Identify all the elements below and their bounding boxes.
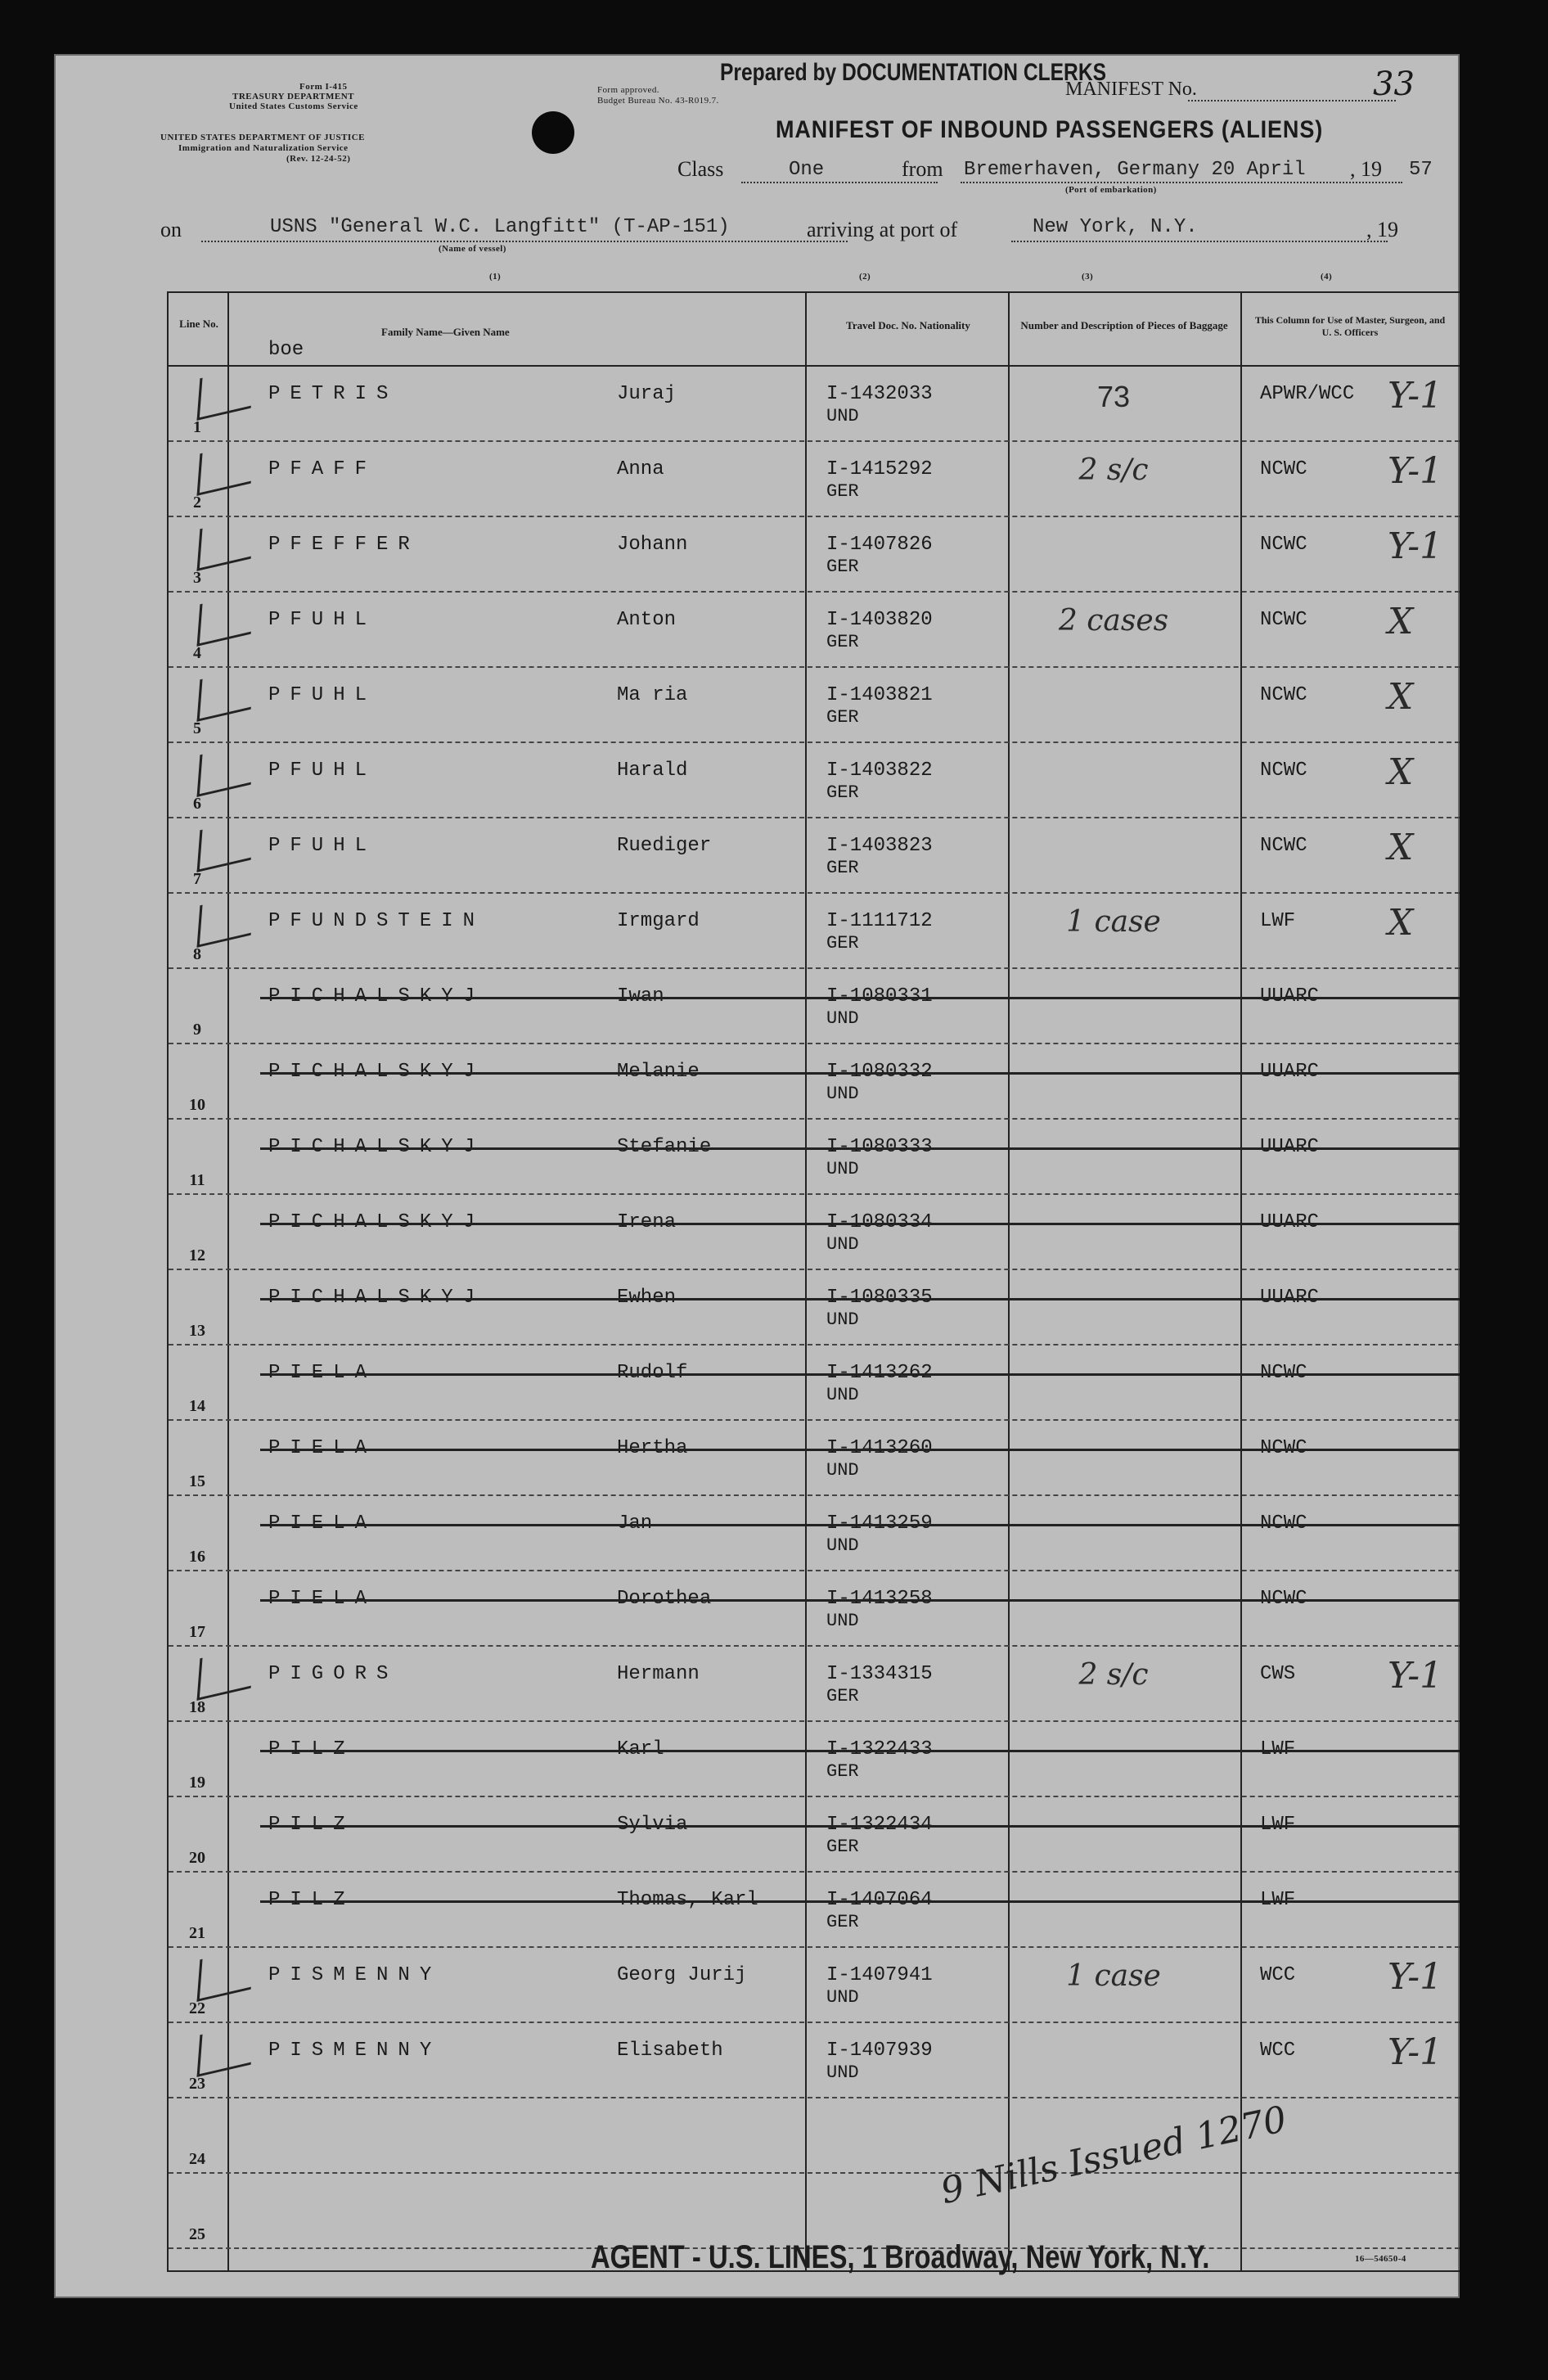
header-officers: This Column for Use of Master, Surgeon, and U. S. Officers — [1254, 314, 1446, 338]
table-row — [169, 1044, 1460, 1120]
line-number: 19 — [189, 1774, 205, 1792]
family-name: PICHALSKYJ — [268, 1211, 485, 1233]
table-row — [169, 442, 1460, 517]
nationality: UND — [826, 1611, 859, 1631]
travel-doc-number: I-1322433 — [826, 1738, 933, 1760]
given-name: Harald — [617, 760, 688, 782]
family-name: PISMENNY — [268, 2040, 442, 2062]
strike-through-line — [260, 1223, 1460, 1225]
table-row — [169, 743, 1460, 818]
sponsoring-agency: NCWC — [1260, 458, 1307, 480]
table-row — [169, 1421, 1460, 1496]
on-label: on — [160, 218, 182, 241]
manifest-number: 33 — [1373, 65, 1415, 103]
family-name: PFUNDSTEIN — [268, 910, 485, 932]
family-name: PICHALSKYJ — [268, 985, 485, 1007]
check-mark-icon — [197, 516, 254, 571]
from-line — [961, 182, 1402, 183]
line-number: 2 — [193, 494, 201, 512]
given-name: Anton — [617, 609, 677, 631]
arrival-port: New York, N.Y. — [1033, 216, 1198, 238]
col-num-3: (3) — [1082, 272, 1094, 282]
header-handwriting: boe — [268, 339, 304, 361]
strike-through-line — [260, 1900, 1460, 1903]
family-name: PFUHL — [268, 835, 377, 857]
line-number: 12 — [189, 1246, 205, 1264]
travel-doc-number: I-1432033 — [826, 383, 933, 405]
nationality: GER — [826, 707, 859, 728]
nationality: GER — [826, 632, 859, 652]
nationality: GER — [826, 1837, 859, 1857]
line-number: 25 — [189, 2225, 205, 2243]
table-row — [169, 1797, 1460, 1873]
line-number: 9 — [193, 1021, 201, 1039]
budget-bureau: Budget Bureau No. 43-R019.7. — [597, 96, 719, 106]
given-name: Hertha — [617, 1437, 688, 1459]
nationality: UND — [826, 1159, 859, 1179]
sponsoring-agency: UUARC — [1260, 1211, 1320, 1233]
line-number: 13 — [189, 1322, 205, 1340]
sponsoring-agency: WCC — [1260, 1964, 1296, 1986]
given-name: Stefanie — [617, 1136, 712, 1158]
table-row — [169, 2174, 1460, 2249]
manifest-no-label: MANIFEST No. — [1065, 79, 1197, 100]
travel-doc-number: I-1403822 — [826, 760, 933, 782]
header-baggage: Number and Description of Pieces of Baggage — [1020, 319, 1228, 331]
sponsoring-agency: UUARC — [1260, 1136, 1320, 1158]
travel-doc-number: I-1403821 — [826, 684, 933, 706]
line-number: 22 — [189, 1999, 205, 2017]
travel-doc-number: I-1407939 — [826, 2040, 933, 2062]
check-mark-icon — [197, 742, 254, 797]
travel-doc-number: I-1080332 — [826, 1061, 933, 1083]
from-label: from — [902, 157, 943, 181]
line-number: 4 — [193, 644, 201, 662]
check-mark-icon — [197, 592, 254, 647]
table-row — [169, 894, 1460, 969]
given-name: Ma ria — [617, 684, 688, 706]
nationality: GER — [826, 933, 859, 953]
line-number: 5 — [193, 719, 201, 737]
baggage-description: 2 s/c — [1078, 453, 1149, 487]
line-number: 24 — [189, 2150, 205, 2168]
family-name: PICHALSKYJ — [268, 1061, 485, 1083]
table-row — [169, 1195, 1460, 1270]
line-number: 1 — [193, 418, 201, 436]
nationality: UND — [826, 1987, 859, 2008]
family-name: PIELA — [268, 1512, 377, 1535]
strike-through-line — [260, 1825, 1460, 1828]
family-name: PILZ — [268, 1889, 355, 1911]
sponsoring-agency: NCWC — [1260, 1512, 1307, 1535]
given-name: Irmgard — [617, 910, 700, 932]
table-row — [169, 1496, 1460, 1571]
officer-mark: Y-1 — [1388, 1655, 1443, 1697]
sponsoring-agency: LWF — [1260, 1738, 1296, 1760]
given-name: Sylvia — [617, 1814, 688, 1836]
baggage-description: 2 s/c — [1078, 1658, 1149, 1692]
col-num-1: (1) — [489, 272, 502, 282]
check-mark-icon — [197, 818, 254, 872]
given-name: Rudolf — [617, 1362, 688, 1384]
sponsoring-agency: NCWC — [1260, 1437, 1307, 1459]
sponsoring-agency: NCWC — [1260, 835, 1307, 857]
nationality: GER — [826, 557, 859, 577]
col-num-4: (4) — [1321, 272, 1333, 282]
vessel-name: USNS "General W.C. Langfitt" (T-AP-151) — [270, 216, 730, 238]
officer-mark: Y-1 — [1388, 1956, 1443, 1998]
baggage-description: 73 — [1096, 380, 1131, 413]
table-row — [169, 1270, 1460, 1346]
sponsoring-agency: NCWC — [1260, 609, 1307, 631]
table-row — [169, 818, 1460, 894]
travel-doc-number: I-1415292 — [826, 458, 933, 480]
family-name: PFAFF — [268, 458, 377, 480]
check-mark-icon — [197, 1947, 254, 2002]
nationality: UND — [826, 1309, 859, 1330]
from-value: Bremerhaven, Germany 20 April — [964, 159, 1306, 181]
strike-through-line — [260, 1147, 1460, 1150]
manifest-document — [54, 54, 1460, 2298]
given-name: Elisabeth — [617, 2040, 723, 2062]
travel-doc-number: I-1080335 — [826, 1287, 933, 1309]
customs-service: United States Customs Service — [229, 101, 358, 111]
line-number: 3 — [193, 569, 201, 587]
check-mark-icon — [197, 366, 254, 421]
nationality: GER — [826, 782, 859, 803]
sponsoring-agency: LWF — [1260, 910, 1296, 932]
strike-through-line — [260, 1524, 1460, 1526]
family-name: PISMENNY — [268, 1964, 442, 1986]
ins-service: Immigration and Naturalization Service — [178, 143, 349, 153]
nationality: GER — [826, 481, 859, 502]
col-num-2: (2) — [859, 272, 871, 282]
punch-hole — [532, 111, 574, 154]
sponsoring-agency: NCWC — [1260, 1588, 1307, 1610]
check-mark-icon — [197, 1646, 254, 1701]
table-row — [169, 969, 1460, 1044]
strike-through-line — [260, 1072, 1460, 1075]
baggage-description: 2 cases — [1058, 604, 1169, 638]
arriving-label: arriving at port of — [807, 218, 958, 241]
sponsoring-agency: NCWC — [1260, 1362, 1307, 1384]
line-number: 6 — [193, 795, 201, 813]
sponsoring-agency: LWF — [1260, 1889, 1296, 1911]
sponsoring-agency: NCWC — [1260, 760, 1307, 782]
given-name: Iwan — [617, 985, 664, 1007]
nationality: UND — [826, 1535, 859, 1556]
form-approved: Form approved. — [597, 85, 659, 95]
nationality: UND — [826, 2062, 859, 2083]
justice-dept: UNITED STATES DEPARTMENT OF JUSTICE — [160, 133, 365, 142]
family-name: PIGORS — [268, 1663, 398, 1685]
manifest-no-line — [1188, 100, 1396, 101]
sponsoring-agency: APWR/WCC — [1260, 383, 1355, 405]
officer-mark: Y-1 — [1388, 2031, 1443, 2073]
year1-value: 57 — [1409, 159, 1433, 181]
line-number: 7 — [193, 870, 201, 888]
nationality: UND — [826, 406, 859, 426]
family-name: PFEFFER — [268, 534, 420, 556]
nationality: UND — [826, 1008, 859, 1029]
table-row — [169, 367, 1460, 442]
nationality: UND — [826, 1084, 859, 1104]
travel-doc-number: I-1334315 — [826, 1663, 933, 1685]
year2-prefix: , 19 — [1366, 218, 1398, 241]
sponsoring-agency: UUARC — [1260, 1287, 1320, 1309]
given-name: Irena — [617, 1211, 677, 1233]
nationality: GER — [826, 1761, 859, 1782]
given-name: Jan — [617, 1512, 653, 1535]
table-header — [169, 293, 1460, 367]
nationality: UND — [826, 1385, 859, 1405]
table-row — [169, 1647, 1460, 1722]
travel-doc-number: I-1080331 — [826, 985, 933, 1007]
table-row — [169, 593, 1460, 668]
sponsoring-agency: NCWC — [1260, 684, 1307, 706]
nationality: GER — [826, 858, 859, 878]
family-name: PIELA — [268, 1588, 377, 1610]
given-name: Juraj — [617, 383, 677, 405]
travel-doc-number: I-1407941 — [826, 1964, 933, 1986]
travel-doc-number: I-1111712 — [826, 910, 933, 932]
officer-mark: X — [1388, 827, 1414, 868]
clerk-signature: 9 Nills Issued 1270 — [937, 2098, 1290, 2213]
officer-mark: X — [1388, 902, 1414, 944]
table-row — [169, 517, 1460, 593]
travel-doc-number: I-1413259 — [826, 1512, 933, 1535]
officer-mark: X — [1388, 751, 1414, 793]
family-name: PFUHL — [268, 760, 377, 782]
family-name: PICHALSKYJ — [268, 1136, 485, 1158]
table-row — [169, 1873, 1460, 1948]
given-name: Karl — [617, 1738, 664, 1760]
travel-doc-number: I-1403823 — [826, 835, 933, 857]
given-name: Thomas, Karl — [617, 1889, 758, 1911]
given-name: Georg Jurij — [617, 1964, 747, 1986]
line-number: 23 — [189, 2075, 205, 2093]
header-line-no: Line No. — [179, 318, 218, 330]
nationality: UND — [826, 1460, 859, 1481]
sponsoring-agency: UUARC — [1260, 1061, 1320, 1083]
sponsoring-agency: UUARC — [1260, 985, 1320, 1007]
sponsoring-agency: WCC — [1260, 2040, 1296, 2062]
line-number: 11 — [189, 1171, 205, 1189]
family-name: PIELA — [268, 1437, 377, 1459]
officer-mark: X — [1388, 676, 1414, 718]
given-name: Ruediger — [617, 835, 712, 857]
strike-through-line — [260, 1599, 1460, 1602]
family-name: PILZ — [268, 1738, 355, 1760]
table-row — [169, 1571, 1460, 1647]
line-number: 21 — [189, 1924, 205, 1942]
travel-doc-number: I-1080333 — [826, 1136, 933, 1158]
table-row — [169, 1346, 1460, 1421]
header-travel-doc: Travel Doc. No. Nationality — [846, 319, 970, 331]
officer-mark: Y-1 — [1388, 375, 1443, 417]
arrival-line — [1011, 241, 1388, 242]
family-name: PFUHL — [268, 684, 377, 706]
family-name: PETRIS — [268, 383, 398, 405]
nationality: GER — [826, 1686, 859, 1706]
strike-through-line — [260, 1373, 1460, 1376]
line-number: 16 — [189, 1548, 205, 1566]
family-name: PILZ — [268, 1814, 355, 1836]
table-row — [169, 2023, 1460, 2098]
sponsoring-agency: LWF — [1260, 1814, 1296, 1836]
line-number: 15 — [189, 1472, 205, 1490]
line-number: 14 — [189, 1397, 205, 1415]
baggage-description: 1 case — [1066, 1959, 1161, 1993]
officer-mark: X — [1388, 601, 1414, 642]
header-name: Family Name—Given Name — [381, 326, 510, 338]
sponsoring-agency: CWS — [1260, 1663, 1296, 1685]
given-name: Johann — [617, 534, 688, 556]
travel-doc-number: I-1403820 — [826, 609, 933, 631]
nationality: UND — [826, 1234, 859, 1255]
given-name: Melanie — [617, 1061, 700, 1083]
sponsoring-agency: NCWC — [1260, 534, 1307, 556]
officer-mark: Y-1 — [1388, 450, 1443, 492]
port-embark-caption: (Port of embarkation) — [1065, 185, 1157, 195]
travel-doc-number: I-1080334 — [826, 1211, 933, 1233]
baggage-description: 1 case — [1066, 905, 1161, 939]
travel-doc-number: I-1413258 — [826, 1588, 933, 1610]
line-number: 17 — [189, 1623, 205, 1641]
travel-doc-number: I-1407826 — [826, 534, 933, 556]
strike-through-line — [260, 1750, 1460, 1752]
line-number: 20 — [189, 1849, 205, 1867]
strike-through-line — [260, 997, 1460, 999]
prepared-stamp: Prepared by DOCUMENTATION CLERKS — [720, 59, 1107, 86]
check-mark-icon — [197, 667, 254, 722]
nationality: GER — [826, 1912, 859, 1932]
check-mark-icon — [197, 441, 254, 496]
table-row — [169, 1120, 1460, 1195]
family-name: PIELA — [268, 1362, 377, 1384]
officer-mark: Y-1 — [1388, 525, 1443, 567]
class-line — [741, 182, 938, 183]
travel-doc-number: I-1413260 — [826, 1437, 933, 1459]
travel-doc-number: I-1413262 — [826, 1362, 933, 1384]
footer-code: 16—54650-4 — [1355, 2254, 1406, 2264]
given-name: Dorothea — [617, 1588, 712, 1610]
strike-through-line — [260, 1449, 1460, 1451]
travel-doc-number: I-1322434 — [826, 1814, 933, 1836]
manifest-title: MANIFEST OF INBOUND PASSENGERS (ALIENS) — [776, 116, 1324, 143]
class-value: One — [789, 159, 825, 181]
year1-prefix: , 19 — [1350, 157, 1382, 181]
vessel-line — [201, 241, 848, 242]
family-name: PFUHL — [268, 609, 377, 631]
check-mark-icon — [197, 893, 254, 948]
table-row — [169, 668, 1460, 743]
table-row — [169, 1948, 1460, 2023]
treasury-dept: TREASURY DEPARTMENT — [232, 92, 354, 101]
class-label: Class — [677, 157, 724, 181]
vessel-caption: (Name of vessel) — [439, 244, 506, 254]
line-number: 10 — [189, 1096, 205, 1114]
strike-through-line — [260, 1298, 1460, 1300]
given-name: Hermann — [617, 1663, 700, 1685]
table-row — [169, 1722, 1460, 1797]
given-name: Anna — [617, 458, 664, 480]
form-number: Form I-415 — [299, 82, 348, 92]
family-name: PICHALSKYJ — [268, 1287, 485, 1309]
form-revision: (Rev. 12-24-52) — [286, 154, 351, 164]
agent-footer: AGENT - U.S. LINES, 1 Broadway, New York, N.Y. — [591, 2239, 1210, 2275]
given-name: Ewhen — [617, 1287, 677, 1309]
passenger-table — [167, 291, 1460, 2272]
line-number: 8 — [193, 945, 201, 963]
line-number: 18 — [189, 1698, 205, 1716]
travel-doc-number: I-1407064 — [826, 1889, 933, 1911]
check-mark-icon — [197, 2022, 254, 2077]
